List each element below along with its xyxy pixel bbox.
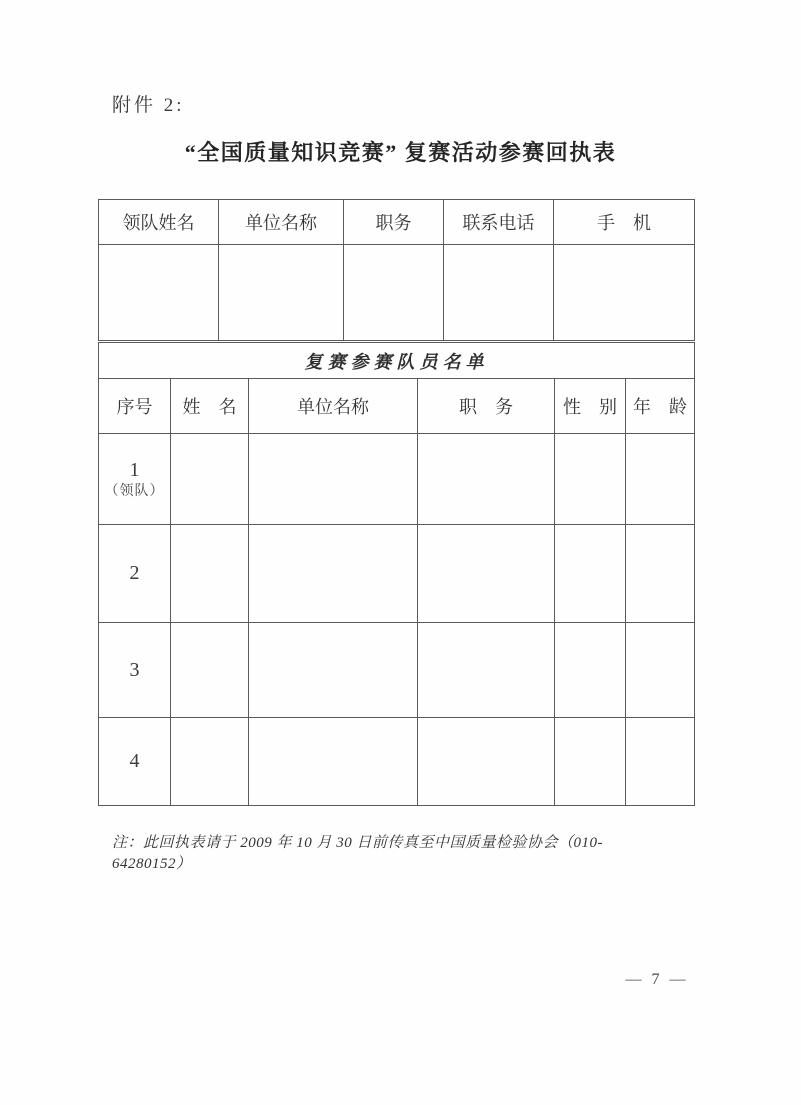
leader-fill-row (99, 245, 695, 341)
gender-header: 性 别 (555, 379, 626, 434)
member-position-cell (418, 434, 555, 525)
member-age-cell (626, 525, 695, 623)
mobile-header: 手 机 (554, 200, 695, 245)
member-position-cell (418, 718, 555, 806)
row-no-cell (99, 525, 171, 623)
leader-header-row (99, 200, 695, 245)
leader-note: （领队） (104, 483, 165, 499)
member-position-cell (418, 623, 555, 718)
row-number: 4 (129, 750, 140, 772)
page-title: “全国质量知识竞赛” 复赛活动参赛回执表 (184, 140, 617, 165)
unit-name-cell (219, 245, 344, 341)
member-age-cell (626, 434, 695, 525)
phone-header: 联系电话 (444, 200, 554, 245)
serial-no-header: 序号 (99, 379, 171, 434)
age-header: 年 龄 (626, 379, 695, 434)
member-row-1 (99, 434, 695, 525)
mobile-cell (554, 245, 695, 341)
attachment-label: 附件 2: (112, 95, 185, 116)
position-cell (344, 245, 444, 341)
row-number: 3 (129, 658, 140, 681)
member-unit-cell (249, 525, 418, 623)
row-number: 1 (129, 458, 140, 481)
row-no-cell (99, 718, 171, 806)
page-number: — 7 — (625, 971, 689, 988)
fax-note: 注：此回执表请于 2009 年 10 月 30 日前传真至中国质量检验协会（010-64280152） (112, 835, 603, 872)
leader-name-cell (99, 245, 219, 341)
position-header: 职务 (344, 200, 444, 245)
member-age-cell (626, 623, 695, 718)
member-unit-cell (249, 718, 418, 806)
member-gender-cell (555, 525, 626, 623)
member-row-3 (99, 623, 695, 718)
members-header-row (99, 379, 695, 434)
leader-info-table (98, 199, 695, 341)
member-gender-cell (555, 434, 626, 525)
member-unit-header: 单位名称 (249, 379, 418, 434)
member-row-2 (99, 525, 695, 623)
member-gender-cell (555, 718, 626, 806)
member-position-cell (418, 525, 555, 623)
members-section-title: 复赛参赛队员名单 (99, 343, 695, 379)
leader-name-header: 领队姓名 (99, 200, 219, 245)
member-age-cell (626, 718, 695, 806)
row-no-cell (99, 434, 171, 525)
row-no-cell (99, 623, 171, 718)
phone-cell (444, 245, 554, 341)
member-unit-cell (249, 434, 418, 525)
member-position-header: 职 务 (418, 379, 555, 434)
members-section-row (99, 343, 695, 379)
member-unit-cell (249, 623, 418, 718)
member-name-cell (171, 718, 249, 806)
unit-name-header: 单位名称 (219, 200, 344, 245)
members-table (98, 342, 695, 806)
row-number: 2 (129, 562, 140, 584)
member-row-4 (99, 718, 695, 806)
member-name-header: 姓 名 (171, 379, 249, 434)
member-name-cell (171, 623, 249, 718)
member-name-cell (171, 525, 249, 623)
member-gender-cell (555, 623, 626, 718)
member-name-cell (171, 434, 249, 525)
